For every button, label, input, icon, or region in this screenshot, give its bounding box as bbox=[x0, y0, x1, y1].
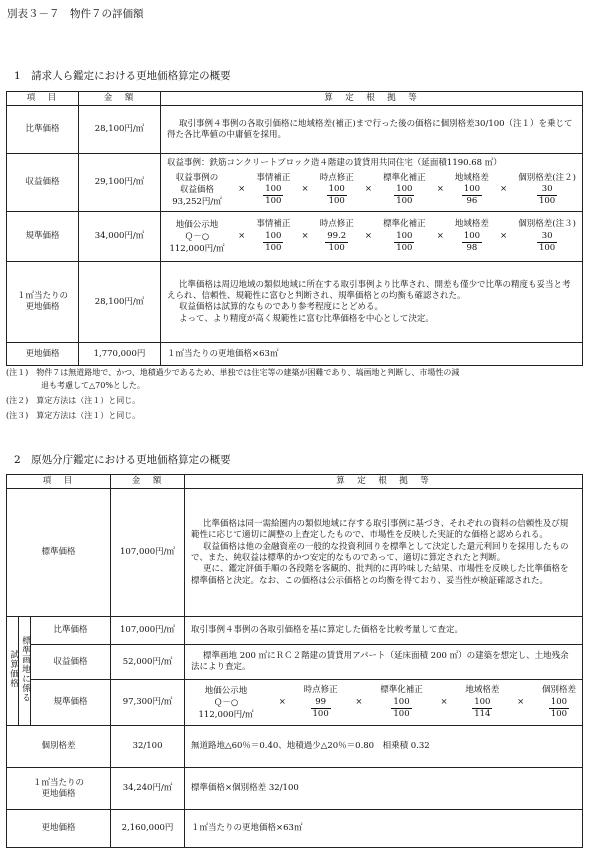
factor-num: 100 bbox=[263, 184, 283, 196]
formula bbox=[167, 172, 576, 208]
header-basis: 算 定 根 拠 等 bbox=[185, 475, 583, 489]
factor bbox=[383, 219, 426, 254]
row-amount: 32/100 bbox=[111, 726, 185, 768]
factor-name: 標準化補正 bbox=[380, 685, 423, 696]
factor-name: 個別格差(注２) bbox=[518, 172, 576, 183]
factor-name: 地域格差 bbox=[465, 685, 500, 696]
factor-name: 時点修正 bbox=[303, 685, 338, 696]
factor bbox=[304, 685, 338, 720]
label-line: 更地価格 bbox=[41, 788, 76, 799]
row-amount: 28,100円/㎡ bbox=[79, 106, 161, 154]
note-line: (注３) 算定方法は（注１）と同じ。 bbox=[6, 411, 141, 420]
basis-paragraph: 比準価格は周辺地域の類似地域に所在する取引事例より比準され、開差も僅少で比準の精度も妥当と考えられ、信頼性、規範性に富むと判断され、規準価格との均衡も確認された。 bbox=[167, 279, 571, 301]
row-amount: 2,160,000円 bbox=[111, 810, 185, 848]
times-sign: × bbox=[440, 697, 448, 708]
trial-sub-label bbox=[19, 617, 31, 726]
row-basis bbox=[161, 262, 583, 343]
factor bbox=[455, 173, 489, 208]
factor-den: 100 bbox=[328, 196, 345, 207]
row-basis bbox=[161, 154, 583, 212]
row-basis: 取引事例４事例の各取引価格を基に算定した価格を比較考量して査定。 bbox=[185, 617, 583, 645]
row-label bbox=[7, 262, 79, 343]
factor-name: 地域格差 bbox=[454, 172, 489, 183]
row-label: 標準価格 bbox=[7, 489, 111, 617]
row-basis bbox=[161, 106, 583, 154]
section1-heading: 1 請求人ら鑑定における更地価格算定の概要 bbox=[14, 70, 231, 82]
table-row bbox=[7, 645, 583, 680]
formula-base bbox=[191, 685, 261, 721]
times-sign: × bbox=[301, 231, 309, 242]
row-basis: １㎡当たりの更地価格×63㎡ bbox=[185, 810, 583, 848]
row-amount: 1,770,000円 bbox=[79, 343, 161, 366]
table-row bbox=[7, 617, 583, 645]
factor-den: 100 bbox=[396, 243, 413, 254]
factor-num: 99 bbox=[311, 697, 331, 709]
formula bbox=[167, 219, 576, 255]
formula bbox=[191, 685, 576, 721]
section2-table bbox=[6, 474, 583, 848]
label-line: １㎡当たりの bbox=[16, 291, 68, 301]
times-sign: × bbox=[500, 184, 508, 195]
factor bbox=[518, 173, 576, 208]
row-basis bbox=[161, 212, 583, 262]
formula-base bbox=[167, 172, 227, 208]
base-label: Ｑ－○ bbox=[213, 697, 239, 708]
base-label: 地価公示地 bbox=[175, 219, 219, 230]
note-line: (注２) 算定方法は（注１）と同じ。 bbox=[6, 396, 141, 405]
base-label: 地価公示地 bbox=[204, 685, 248, 696]
row-basis: １㎡当たりの更地価格×63㎡ bbox=[161, 343, 583, 366]
factor bbox=[383, 173, 426, 208]
times-sign: × bbox=[500, 231, 508, 242]
times-sign: × bbox=[436, 184, 444, 195]
header-basis: 算 定 根 拠 等 bbox=[161, 92, 583, 106]
factor-den: 96 bbox=[466, 196, 478, 207]
factor-num: 100 bbox=[391, 697, 411, 709]
factor-num: 30 bbox=[537, 184, 557, 196]
times-sign: × bbox=[238, 231, 246, 242]
factor-name: 地域格差 bbox=[454, 219, 489, 230]
base-label: 収益事例の bbox=[175, 173, 219, 184]
factor-den: 100 bbox=[396, 196, 413, 207]
factor-name: 事情補正 bbox=[256, 219, 291, 230]
factor-name: 個別格差 bbox=[541, 685, 576, 696]
document-title: 別表３－７ 物件７の評価額 bbox=[7, 8, 144, 20]
factor bbox=[465, 685, 499, 720]
factor-num: 100 bbox=[327, 184, 347, 196]
table-row bbox=[7, 154, 583, 212]
times-sign: × bbox=[364, 231, 372, 242]
factor-num: 100 bbox=[394, 184, 414, 196]
factor bbox=[256, 219, 290, 254]
row-label bbox=[7, 768, 111, 810]
factor-name: 個別格差(注３) bbox=[518, 219, 576, 230]
table-row bbox=[7, 343, 583, 366]
factor-den: 100 bbox=[393, 709, 410, 720]
factor-den: 100 bbox=[312, 709, 329, 720]
basis-text: 標準画地 200 ㎡にＲＣ２階建の賃貸用アパート（延床面積 200 ㎡）の建築を想定し、土地残余法により査定。 bbox=[191, 651, 569, 673]
factor-name: 事情補正 bbox=[256, 172, 291, 183]
case-line: 収益事例：鉄筋コンクリートブロック造４階建の賃貸用共同住宅（延面積1190.68 ㎡） bbox=[167, 157, 502, 168]
header-amount: 金 額 bbox=[111, 475, 185, 489]
times-sign: × bbox=[301, 184, 309, 195]
factor-num: 30 bbox=[537, 231, 557, 243]
factor bbox=[320, 173, 354, 208]
times-sign: × bbox=[436, 231, 444, 242]
row-basis: 標準価格×個別格差 32/100 bbox=[185, 768, 583, 810]
header-amount: 金 額 bbox=[79, 92, 161, 106]
table-row bbox=[7, 726, 583, 768]
factor-name: 時点修正 bbox=[319, 172, 354, 183]
note-line: 退も考慮して△70%とした。 bbox=[41, 381, 145, 390]
base-label: Ｑ－○ bbox=[184, 231, 210, 242]
row-label: 更地価格 bbox=[7, 810, 111, 848]
row-label: 比準価格 bbox=[7, 106, 79, 154]
factor-name: 標準化補正 bbox=[383, 219, 426, 230]
vertical-label: 標準画地に係る bbox=[20, 635, 31, 703]
row-amount: 107,000円/㎡ bbox=[111, 617, 185, 645]
row-amount: 107,000円/㎡ bbox=[111, 489, 185, 617]
basis-paragraph: 収益価格は試算的なものであり参考程度にとどめる。 bbox=[179, 302, 384, 313]
row-basis bbox=[185, 489, 583, 617]
factor-name: 標準化補正 bbox=[383, 172, 426, 183]
times-sign: × bbox=[355, 697, 363, 708]
trial-group-label bbox=[7, 617, 19, 726]
factor-num: 100 bbox=[394, 231, 414, 243]
row-label: 収益価格 bbox=[7, 154, 79, 212]
row-label: 比準価格 bbox=[31, 617, 111, 645]
label-line: 更地価格 bbox=[25, 302, 60, 313]
row-basis bbox=[185, 680, 583, 726]
times-sign: × bbox=[364, 184, 372, 195]
basis-paragraph: 収益価格は他の金融資産の一般的な投資利回りを標準として決定した還元利回りを採用したもので、また、純収益は標準的かつ安定的なものであって、適切に算定されたと判断。 bbox=[191, 541, 569, 563]
base-value: 112,000円/㎡ bbox=[169, 243, 225, 254]
formula-base bbox=[167, 219, 227, 255]
factor-num: 100 bbox=[472, 697, 492, 709]
factor bbox=[542, 685, 576, 720]
factor bbox=[256, 173, 290, 208]
row-label: 収益価格 bbox=[31, 645, 111, 680]
factor-num: 100 bbox=[462, 231, 482, 243]
row-label: 更地価格 bbox=[7, 343, 79, 366]
row-basis bbox=[185, 645, 583, 680]
factor bbox=[455, 219, 489, 254]
base-label: 収益価格 bbox=[179, 185, 214, 196]
row-amount: 34,000円/㎡ bbox=[79, 212, 161, 262]
basis-paragraph: よって、より精度が高く規範性に富む比準価格を中心として決定。 bbox=[179, 313, 434, 324]
table-row bbox=[7, 262, 583, 343]
factor-num: 100 bbox=[462, 184, 482, 196]
row-amount: 52,000円/㎡ bbox=[111, 645, 185, 680]
table-row bbox=[7, 768, 583, 810]
factor-name: 時点修正 bbox=[319, 219, 354, 230]
label-line: １㎡当たりの bbox=[33, 777, 85, 788]
table-row bbox=[7, 810, 583, 848]
factor-den: 100 bbox=[550, 709, 568, 720]
row-label: 個別格差 bbox=[7, 726, 111, 768]
basis-text: 取引事例４事例の各取引価格に地域格差(補正)まで行った後の価格に個別格差30/100（注１）を乗じて得た各比準値の中庸値を採用。 bbox=[167, 118, 573, 140]
table-row bbox=[7, 106, 583, 154]
header-item: 項 目 bbox=[7, 475, 111, 489]
section1-table bbox=[6, 91, 583, 366]
row-label: 規準価格 bbox=[31, 680, 111, 726]
factor-den: 100 bbox=[538, 196, 556, 207]
times-sign: × bbox=[278, 697, 286, 708]
factor-den: 98 bbox=[466, 243, 478, 254]
base-value: 112,000円/㎡ bbox=[198, 709, 254, 720]
section2-heading: 2 原処分庁鑑定における更地価格算定の概要 bbox=[14, 454, 231, 466]
row-label: 規準価格 bbox=[7, 212, 79, 262]
times-sign: × bbox=[238, 184, 246, 195]
factor-den: 100 bbox=[538, 243, 556, 254]
row-amount: 28,100円/㎡ bbox=[79, 262, 161, 343]
row-amount: 34,240円/㎡ bbox=[111, 768, 185, 810]
vertical-label: 試算価格 bbox=[8, 650, 19, 689]
factor-num: 100 bbox=[263, 231, 283, 243]
basis-paragraph: 比準価格は同一需給圏内の類似地域に存する取引事例に基づき、それぞれの資料の信頼性及び規範性に応じて適切に調整の上査定したもので、市場性を反映した実証的な価格と認められる。 bbox=[191, 518, 569, 541]
times-sign: × bbox=[517, 697, 525, 708]
factor bbox=[320, 219, 354, 254]
base-value: 93,252円/㎡ bbox=[172, 197, 222, 208]
row-amount: 29,100円/㎡ bbox=[79, 154, 161, 212]
row-amount: 97,300円/㎡ bbox=[111, 680, 185, 726]
factor-den: 114 bbox=[474, 709, 491, 720]
factor-num: 100 bbox=[549, 697, 569, 709]
factor-num: 99.2 bbox=[325, 231, 348, 243]
table-row bbox=[7, 680, 583, 726]
factor bbox=[518, 219, 576, 254]
table-row bbox=[7, 212, 583, 262]
note-line: (注１) 物件７は無道路地で、かつ、地積過少であるため、単独では住宅等の建築が困難であり、塙画地と判断し、市場性の減 bbox=[6, 368, 460, 377]
row-basis: 無道路地△60％＝0.40、地積過少△20％＝0.80 相乗積 0.32 bbox=[185, 726, 583, 768]
header-item: 項 目 bbox=[7, 92, 79, 106]
basis-paragraph: 更に、鑑定評価手順の各段階を客観的、批判的に再吟味した結果、市場性を反映した比準価格を標準価格と決定。なお、この価格は公示価格との均衡を得ており、妥当性が検証確認された。 bbox=[191, 564, 569, 586]
table-row bbox=[7, 489, 583, 617]
factor-den: 100 bbox=[265, 196, 282, 207]
factor-den: 100 bbox=[328, 243, 345, 254]
factor-den: 100 bbox=[265, 243, 282, 254]
factor bbox=[380, 685, 423, 720]
